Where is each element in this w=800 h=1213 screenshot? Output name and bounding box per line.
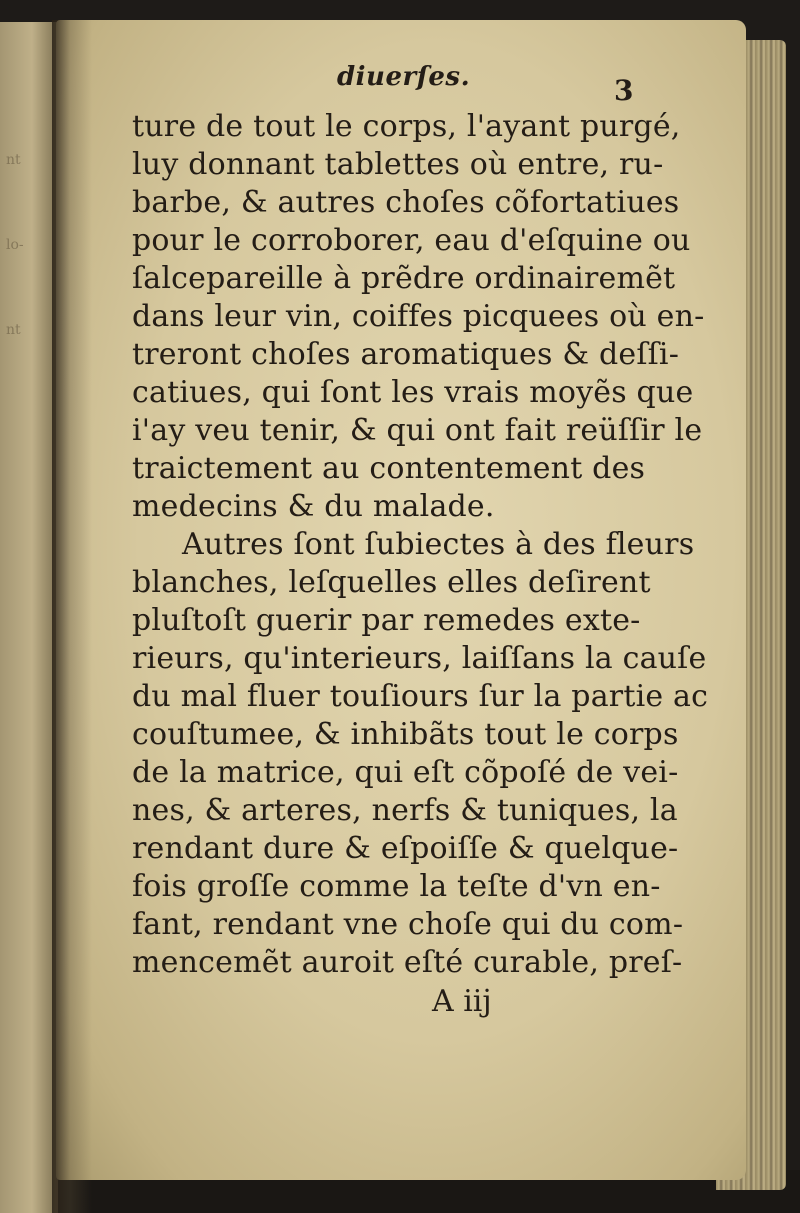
signature-mark: A iij xyxy=(432,984,492,1019)
text-line: ture de tout le corps, l'ayant purgé, xyxy=(132,109,681,144)
text-line: catiues, qui ſont les vrais moyẽs que xyxy=(132,375,694,410)
text-line: traictement au contentement des xyxy=(132,451,646,486)
text-line: rieurs, qu'interieurs, laiſſans la cauſe xyxy=(132,641,707,676)
page-text-block xyxy=(132,60,709,1024)
text-line: ſalcepareille à prẽdre ordinairemẽt xyxy=(132,261,676,296)
text-line: pluſtoſt guerir par remedes exte- xyxy=(132,603,641,638)
adjacent-page-edge: nt lo- nt xyxy=(0,22,58,1213)
text-line: de la matrice, qui eſt cõpoſé de vei- xyxy=(132,755,679,790)
text-line: mencemẽt auroit eſté curable, preſ- xyxy=(132,945,683,980)
page-number: 3 xyxy=(614,74,634,107)
page-header xyxy=(132,60,632,108)
text-line: fant, rendant vne choſe qui du com- xyxy=(132,907,684,942)
text-line: Autres ſont ſubiectes à des fleurs xyxy=(182,527,695,562)
text-line: pour le corroborer, eau d'eſquine ou xyxy=(132,223,691,258)
paragraph-1 xyxy=(132,108,705,526)
text-line: luy donnant tablettes où entre, ru- xyxy=(132,147,664,182)
text-line: treront choſes aromatiques & deſſi- xyxy=(132,337,680,372)
text-line: couſtumee, & inhibãts tout le corps xyxy=(132,717,679,752)
text-line: blanches, leſquelles elles deſirent xyxy=(132,565,651,600)
text-line: rendant dure & eſpoiſſe & quelque- xyxy=(132,831,679,866)
paragraph-2 xyxy=(132,526,709,982)
text-line: i'ay veu tenir, & qui ont fait reüſſir le xyxy=(132,413,703,448)
text-line: barbe, & autres choſes cõfortatiues xyxy=(132,185,680,220)
text-line: du mal fluer touſiours ſur la partie ac xyxy=(132,679,709,714)
binding-gutter-shadow xyxy=(52,20,92,1213)
running-head: diuerſes. xyxy=(337,62,471,92)
text-line: nes, & arteres, nerfs & tuniques, la xyxy=(132,793,678,828)
text-line: medecins & du malade. xyxy=(132,489,495,524)
text-line: dans leur vin, coiffes picquees où en- xyxy=(132,299,705,334)
signature-mark-row xyxy=(132,984,632,1024)
text-line: fois groſſe comme la teſte d'vn en- xyxy=(132,869,661,904)
